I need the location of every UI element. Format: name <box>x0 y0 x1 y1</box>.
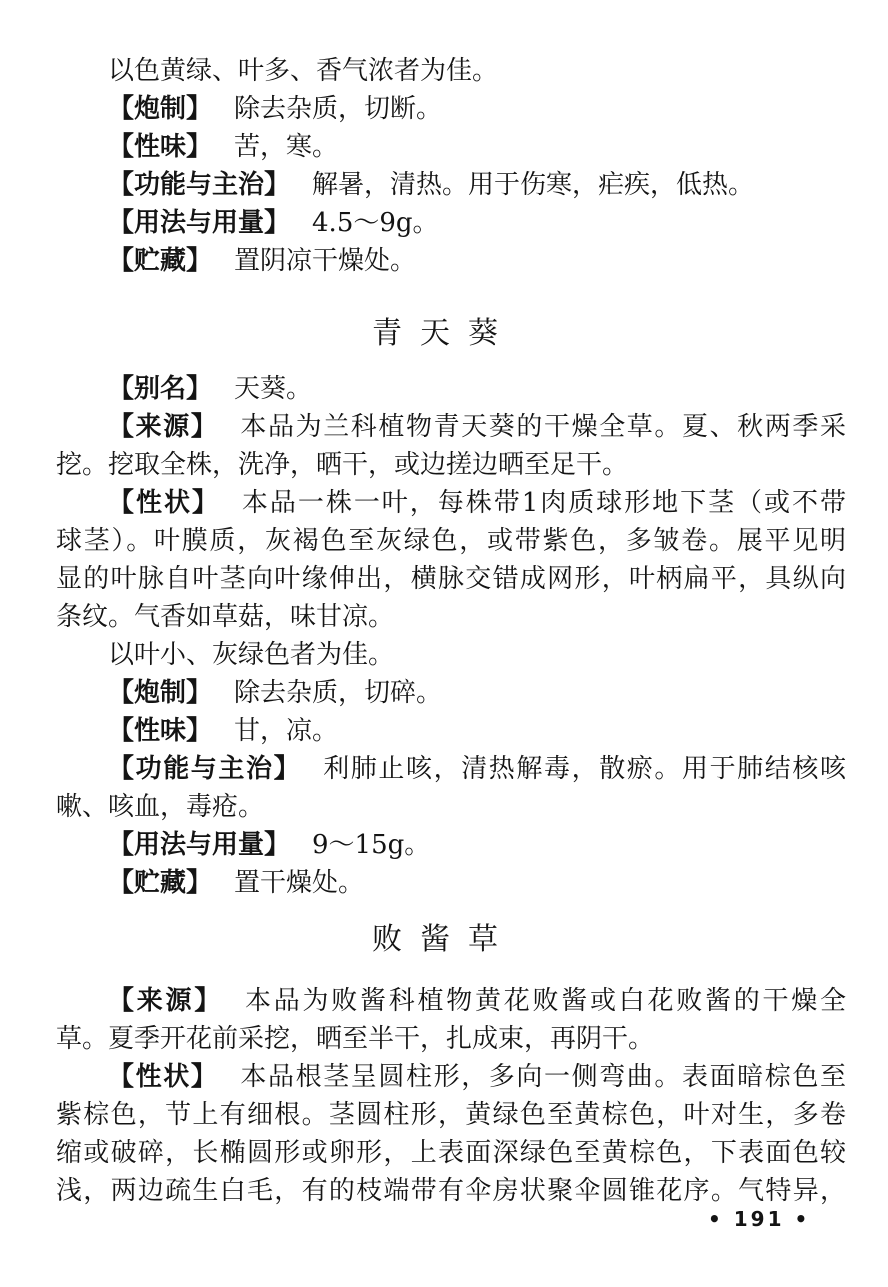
text-line: 条纹。气香如草菇，味甘凉。 <box>56 602 395 632</box>
field-label: 【贮藏】 <box>108 246 213 276</box>
text-line: 缩或破碎，长椭圆形或卵形，上表面深绿色至黄棕色，下表面色较 <box>56 1138 846 1168</box>
field-label: 【用法与用量】 <box>108 830 291 860</box>
text-line: 紫棕色，节上有细根。茎圆柱形，黄绿色至黄棕色，叶对生，多卷 <box>56 1100 846 1130</box>
field-label: 【别名】 <box>108 374 213 404</box>
entry-processing: 【炮制】 除去杂质，切断。 <box>108 94 443 124</box>
entry-storage: 【贮藏】 置阴凉干燥处。 <box>108 246 417 276</box>
section-title: 青天葵 <box>372 316 516 351</box>
text-line: 球茎）。叶膜质，灰褐色至灰绿色，或带紫色，多皱卷。展平见明 <box>56 526 846 556</box>
text-line: 嗽、咳血，毒疮。 <box>56 792 265 822</box>
entry-description: 【性状】 本品根茎呈圆柱形，多向一侧弯曲。表面暗棕色至 <box>108 1062 846 1092</box>
text-line: 浅，两边疏生白毛，有的枝端带有伞房状聚伞圆锥花序。气特异， <box>56 1176 846 1206</box>
entry-processing: 【炮制】 除去杂质，切碎。 <box>108 678 443 708</box>
field-label: 【贮藏】 <box>108 868 213 898</box>
entry-function: 【功能与主治】 利肺止咳，清热解毒，散瘀。用于肺结核咳 <box>108 754 846 784</box>
entry-description: 【性状】 本品一株一叶，每株带1肉质球形地下茎（或不带 <box>108 488 846 518</box>
text-line: 以色黄绿、叶多、香气浓者为佳。 <box>108 56 499 86</box>
field-label: 【性状】 <box>108 488 220 518</box>
field-label: 【炮制】 <box>108 678 213 708</box>
field-label: 【功能与主治】 <box>108 754 302 784</box>
entry-nature: 【性味】 苦，寒。 <box>108 132 339 162</box>
field-label: 【来源】 <box>108 412 219 442</box>
field-label: 【性状】 <box>108 1062 219 1092</box>
entry-dosage: 【用法与用量】 4.5～9g。 <box>108 208 439 238</box>
section-title: 败酱草 <box>372 922 516 957</box>
field-label: 【用法与用量】 <box>108 208 291 238</box>
entry-dosage: 【用法与用量】 9～15g。 <box>108 830 431 860</box>
entry-nature: 【性味】 甘，凉。 <box>108 716 339 746</box>
field-label: 【来源】 <box>108 986 223 1016</box>
text-line: 草。夏季开花前采挖，晒至半干，扎成束，再阴干。 <box>56 1024 655 1054</box>
field-label: 【功能与主治】 <box>108 170 291 200</box>
text-line: 挖。挖取全株，洗净，晒干，或边搓边晒至足干。 <box>56 450 629 480</box>
entry-source: 【来源】 本品为兰科植物青天葵的干燥全草。夏、秋两季采 <box>108 412 846 442</box>
text-line: 显的叶脉自叶茎向叶缘伸出，横脉交错成网形，叶柄扁平，具纵向 <box>56 564 846 594</box>
field-label: 【性味】 <box>108 132 213 162</box>
entry-alias: 【别名】 天葵。 <box>108 374 313 404</box>
entry-source: 【来源】 本品为败酱科植物黄花败酱或白花败酱的干燥全 <box>108 986 846 1016</box>
entry-function: 【功能与主治】 解暑，清热。用于伤寒，疟疾，低热。 <box>108 170 755 200</box>
entry-storage: 【贮藏】 置干燥处。 <box>108 868 365 898</box>
field-label: 【性味】 <box>108 716 213 746</box>
page-number: • 191 • <box>708 1207 811 1231</box>
text-line: 以叶小、灰绿色者为佳。 <box>108 640 395 670</box>
field-label: 【炮制】 <box>108 94 213 124</box>
